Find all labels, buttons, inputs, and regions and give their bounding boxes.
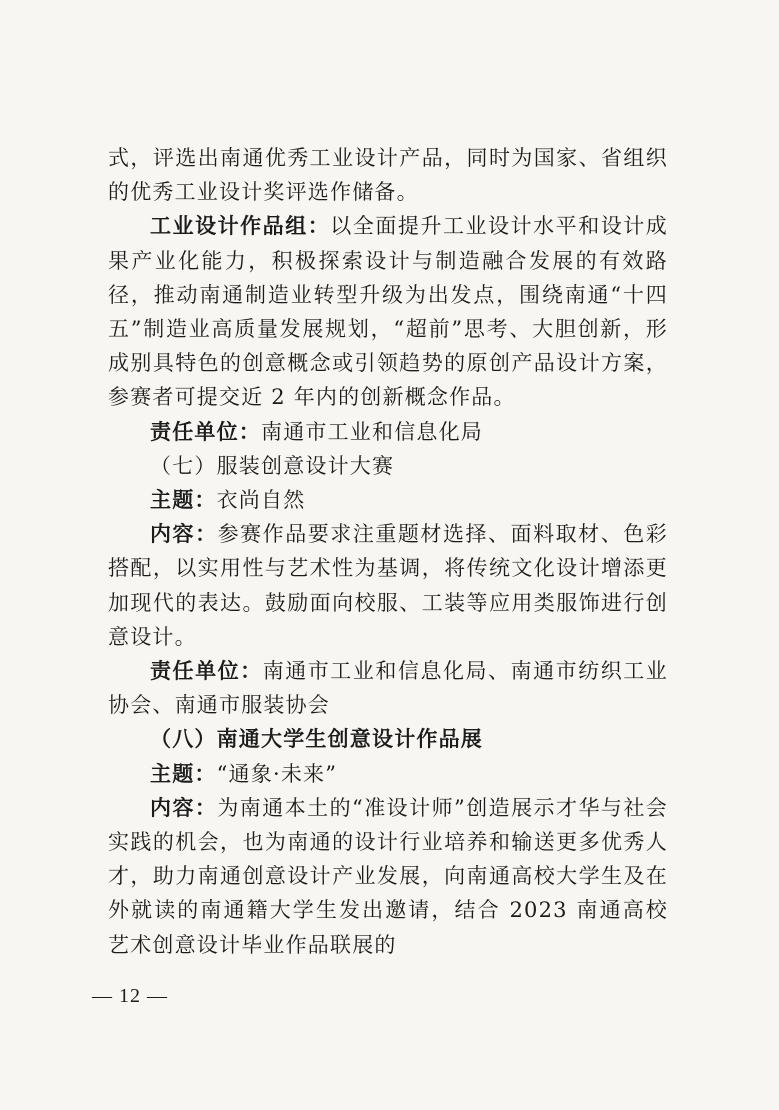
page-number: — 12 —: [92, 985, 168, 1007]
paragraph-text: 衣尚自然: [216, 488, 306, 513]
paragraph-responsible-unit: [108, 415, 668, 449]
paragraph-label: 内容：: [150, 795, 218, 820]
paragraph-text: 式，评选出南通优秀工业设计产品，同时为国家、省组织的优秀工业设计奖评选作储备。: [108, 146, 668, 205]
paragraph-label: 责任单位：: [150, 659, 263, 684]
paragraph-theme: [108, 757, 668, 791]
paragraph-text: 以全面提升工业设计水平和设计成果产业化能力，积极探索设计与制造融合发展的有效路径，推动南通制造业转型升级为出发点，围绕南通“十四五”制造业高质量发展规划，“超前”思考、大胆创新，形成别具特色的创意概念或引领趋势的原创产品设计方案，参赛者可提交近 2 年内的创新概念作品。: [108, 214, 668, 410]
heading-text: （八）南通大学生创意设计作品展: [150, 727, 483, 752]
paragraph-responsible-unit: [108, 654, 668, 722]
paragraph-text: 南通市工业和信息化局: [261, 419, 483, 444]
paragraph-label: 主题：: [150, 488, 217, 513]
paragraph-industrial-design-group: [108, 209, 668, 414]
section-heading-7: [108, 449, 668, 483]
paragraph-label: 责任单位：: [150, 419, 261, 444]
heading-text: （七）服装创意设计大赛: [150, 453, 395, 478]
paragraph-text: 参赛作品要求注重题材选择、面料取材、色彩搭配，以实用性与艺术性为基调，将传统文化设计增添更加现代的表达。鼓励面向校服、工装等应用类服饰进行创意设计。: [108, 522, 668, 649]
paragraph-theme: [108, 483, 668, 517]
paragraph-continuation: [108, 141, 668, 209]
paragraph-label: 内容：: [150, 522, 218, 547]
paragraph-text: “通象·未来”: [216, 761, 338, 786]
paragraph-content: [108, 791, 668, 962]
paragraph-content: [108, 517, 668, 654]
paragraph-text: 为南通本土的“准设计师”创造展示才华与社会实践的机会，也为南通的设计行业培养和输送更多优秀人才，助力南通创意设计产业发展，向南通高校大学生及在外就读的南通籍大学生发出邀请，结合 2023 南通高校艺术创意设计毕业作品联展的: [108, 795, 669, 957]
paragraph-text: 南通市工业和信息化局、南通市纺织工业协会、南通市服装协会: [108, 659, 668, 718]
section-heading-8: [108, 722, 668, 756]
document-body: [108, 141, 668, 962]
paragraph-label: 工业设计作品组：: [150, 214, 331, 239]
paragraph-label: 主题：: [150, 761, 217, 786]
